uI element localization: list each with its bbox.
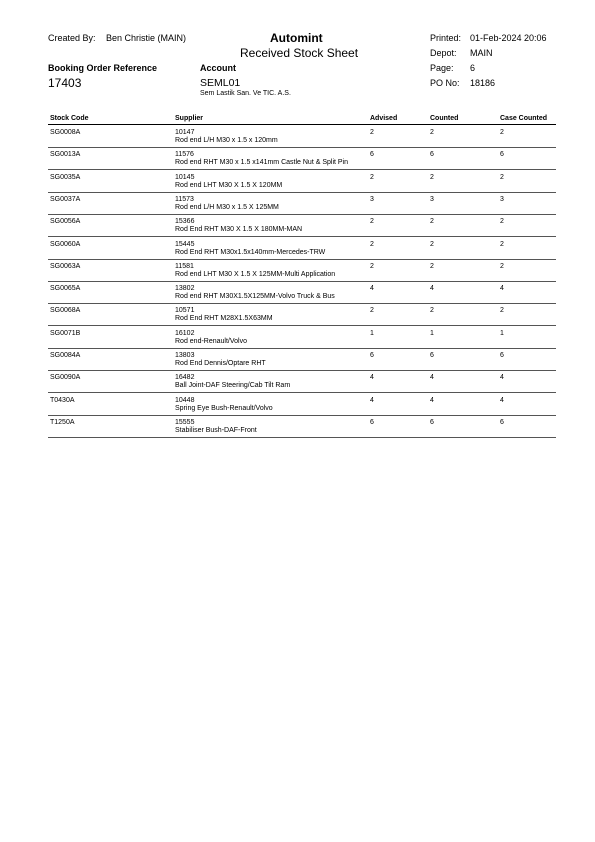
supplier-code: 16102 bbox=[175, 329, 195, 337]
supplier-code: 15366 bbox=[175, 218, 195, 226]
depot-value: MAIN bbox=[470, 48, 493, 58]
item-description: Rod end RHT M30 x 1.5 x141mm Castle Nut & Split Pin bbox=[175, 159, 349, 167]
booking-ref-label: Booking Order Reference bbox=[48, 63, 158, 73]
case-counted-qty: 3 bbox=[500, 195, 504, 203]
advised-qty: 2 bbox=[370, 307, 374, 315]
item-description: Rod end L/H M30 x 1.5 X 125MM bbox=[175, 203, 279, 211]
stock-code: SG0068A bbox=[50, 307, 81, 315]
account-name: Sem Lastik San. Ve TIC. A.S. bbox=[200, 90, 291, 97]
advised-qty: 4 bbox=[370, 374, 374, 382]
stock-code: SG0013A bbox=[50, 151, 81, 159]
advised-qty: 3 bbox=[370, 195, 374, 203]
item-description: Rod End RHT M28X1.5X63MM bbox=[175, 315, 273, 323]
stock-code: SG0084A bbox=[50, 352, 81, 359]
case-counted-qty: 2 bbox=[500, 129, 504, 136]
table-row bbox=[48, 281, 556, 304]
printed-value: 01-Feb-2024 20:06 bbox=[470, 33, 547, 43]
stock-code: SG0063A bbox=[50, 262, 81, 270]
col-stock-code: Stock Code bbox=[50, 115, 89, 122]
item-description: Rod End Dennis/Optare RHT bbox=[175, 360, 266, 367]
advised-qty: 6 bbox=[370, 151, 374, 159]
case-counted-qty: 4 bbox=[500, 374, 504, 382]
col-advised: Advised bbox=[370, 115, 398, 122]
counted-qty: 4 bbox=[430, 396, 434, 404]
po-label: PO No: bbox=[430, 78, 460, 88]
item-description: Rod end-Renault/Volvo bbox=[175, 337, 247, 345]
created-by-value: Ben Christie (MAIN) bbox=[106, 33, 187, 43]
col-case-counted: Case Counted bbox=[500, 115, 548, 122]
item-description: Rod end LHT M30 X 1.5 X 120MM bbox=[175, 181, 283, 189]
advised-qty: 2 bbox=[370, 129, 374, 136]
case-counted-qty: 6 bbox=[500, 352, 504, 359]
supplier-code: 13803 bbox=[175, 352, 195, 359]
depot-label: Depot: bbox=[430, 48, 457, 58]
stock-code: SG0060A bbox=[50, 240, 81, 248]
stock-code: T0430A bbox=[50, 396, 75, 404]
col-supplier: Supplier bbox=[175, 115, 204, 122]
case-counted-qty: 2 bbox=[500, 262, 504, 270]
case-counted-qty: 4 bbox=[500, 396, 504, 404]
account-code: SEML01 bbox=[200, 77, 241, 89]
supplier-code: 10147 bbox=[175, 129, 195, 136]
table-row bbox=[48, 415, 556, 438]
table-row bbox=[48, 170, 556, 193]
col-counted: Counted bbox=[430, 115, 459, 122]
table-row bbox=[48, 214, 556, 237]
table-row bbox=[48, 125, 556, 148]
stock-code: SG0035A bbox=[50, 173, 81, 181]
supplier-code: 15555 bbox=[175, 418, 195, 426]
page-label: Page: bbox=[430, 63, 454, 73]
case-counted-qty: 1 bbox=[500, 329, 504, 337]
supplier-code: 11576 bbox=[175, 151, 194, 159]
advised-qty: 2 bbox=[370, 240, 374, 248]
counted-qty: 1 bbox=[430, 329, 434, 337]
created-by-label: Created By: bbox=[48, 33, 96, 43]
case-counted-qty: 2 bbox=[500, 218, 504, 226]
supplier-code: 13802 bbox=[175, 285, 195, 293]
item-description: Stabiliser Bush-DAF-Front bbox=[175, 426, 257, 434]
item-description: Spring Eye Bush-Renault/Volvo bbox=[175, 404, 273, 412]
case-counted-qty: 6 bbox=[500, 418, 504, 426]
supplier-code: 11573 bbox=[175, 195, 194, 203]
table-row bbox=[48, 326, 556, 349]
supplier-code: 16482 bbox=[175, 374, 195, 382]
table-row bbox=[48, 237, 556, 260]
advised-qty: 1 bbox=[370, 329, 374, 337]
advised-qty: 6 bbox=[370, 352, 374, 359]
table-row bbox=[48, 303, 556, 326]
counted-qty: 6 bbox=[430, 352, 434, 359]
supplier-code: 10145 bbox=[175, 173, 195, 181]
counted-qty: 4 bbox=[430, 285, 434, 293]
item-description: Ball Joint-DAF Steering/Cab Tilt Ram bbox=[175, 382, 291, 390]
booking-ref-value: 17403 bbox=[48, 76, 82, 90]
item-description: Rod End RHT M30 X 1.5 X 180MM-MAN bbox=[175, 226, 303, 234]
supplier-code: 10571 bbox=[175, 307, 195, 315]
counted-qty: 2 bbox=[430, 307, 434, 315]
advised-qty: 4 bbox=[370, 285, 374, 293]
advised-qty: 2 bbox=[370, 173, 374, 181]
supplier-code: 15445 bbox=[175, 240, 195, 248]
supplier-code: 11581 bbox=[175, 262, 194, 270]
counted-qty: 2 bbox=[430, 262, 434, 270]
table-row bbox=[48, 259, 556, 282]
advised-qty: 2 bbox=[370, 262, 374, 270]
item-description: Rod end RHT M30X1.5X125MM-Volvo Truck & Bus bbox=[175, 293, 335, 301]
case-counted-qty: 6 bbox=[500, 151, 504, 159]
advised-qty: 6 bbox=[370, 418, 374, 426]
advised-qty: 2 bbox=[370, 218, 374, 226]
table-row bbox=[48, 393, 556, 416]
table-row bbox=[48, 348, 556, 371]
item-description: Rod end L/H M30 x 1.5 x 120mm bbox=[175, 137, 278, 144]
account-label: Account bbox=[200, 63, 236, 73]
case-counted-qty: 2 bbox=[500, 240, 504, 248]
counted-qty: 6 bbox=[430, 151, 434, 159]
counted-qty: 2 bbox=[430, 173, 434, 181]
stock-code: SG0056A bbox=[50, 218, 81, 226]
case-counted-qty: 4 bbox=[500, 285, 504, 293]
stock-code: SG0065A bbox=[50, 285, 81, 293]
case-counted-qty: 2 bbox=[500, 173, 504, 181]
stock-code: SG0008A bbox=[50, 129, 81, 136]
table-row bbox=[48, 370, 556, 393]
table-row bbox=[48, 147, 556, 170]
company-name: Automint bbox=[270, 31, 323, 45]
printed-label: Printed: bbox=[430, 33, 462, 43]
item-description: Rod end LHT M30 X 1.5 X 125MM-Multi Application bbox=[175, 270, 336, 278]
counted-qty: 2 bbox=[430, 129, 434, 136]
supplier-code: 10448 bbox=[175, 396, 195, 404]
advised-qty: 4 bbox=[370, 396, 374, 404]
counted-qty: 2 bbox=[430, 240, 434, 248]
counted-qty: 2 bbox=[430, 218, 434, 226]
stock-code: SG0071B bbox=[50, 329, 81, 337]
item-description: Rod End RHT M30x1.5x140mm-Mercedes-TRW bbox=[175, 248, 326, 256]
counted-qty: 6 bbox=[430, 418, 434, 426]
stock-code: SG0090A bbox=[50, 374, 81, 382]
po-value: 18186 bbox=[470, 78, 496, 88]
stock-code: SG0037A bbox=[50, 195, 81, 203]
table-row bbox=[48, 192, 556, 215]
report-title: Received Stock Sheet bbox=[240, 46, 359, 60]
stock-code: T1250A bbox=[50, 418, 75, 426]
counted-qty: 3 bbox=[430, 195, 434, 203]
counted-qty: 4 bbox=[430, 374, 434, 382]
case-counted-qty: 2 bbox=[500, 307, 504, 315]
page-value: 6 bbox=[470, 63, 476, 73]
